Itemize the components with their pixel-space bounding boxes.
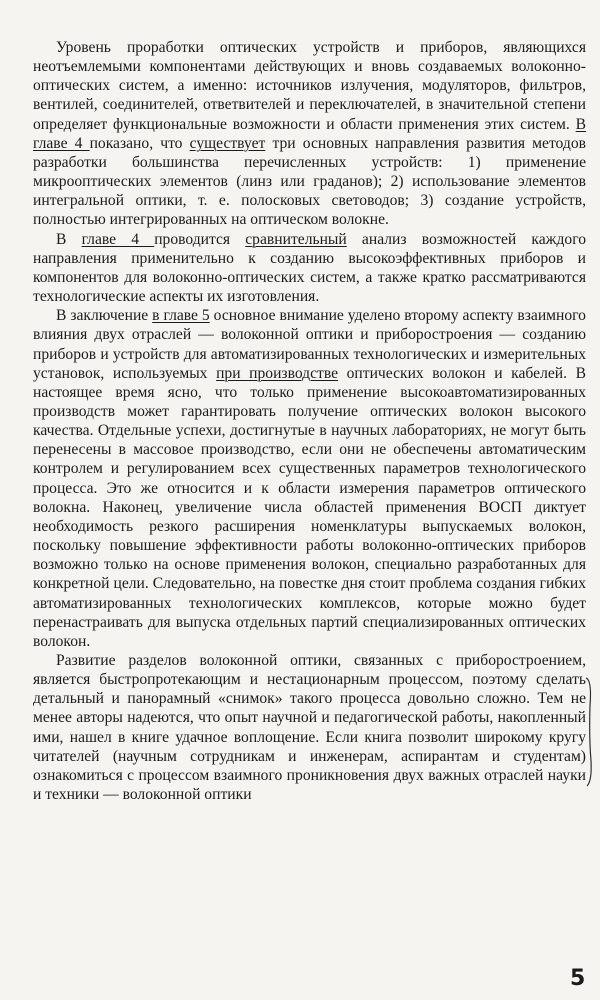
underlined-word: сравнительный — [245, 230, 347, 248]
text-segment: оптических волокон и кабелей. В настоящее время ясно, что только применение высокоавтоматизированных производств может гарантировать получение оптических волокон высокого качества. Отдельные успехи, достигнутые в научных лабораториях, не могут быть перенесены в массовое производство, если они не обеспечены автоматическим контролем и регулированием всех существенных параметров технологического процесса. Это же относится и к области измерения параметров оптического волокна. Наконец, увеличение числа областей применения ВОСП диктует необходимость резкого расширения номенклатуры выпускаемых волокон, поскольку повышение эффективности работы волоконно-оптических приборов возможно только на основе применения волокон, специально разработанных для конкретной цели. Следовательно, на повестке дня стоит проблема создания гибких автоматизированных технологических комплексов, которые можно будет перенастраивать для выпуска отдельных партий специализированных оптических волокон. — [33, 364, 586, 650]
margin-pencil-mark — [584, 676, 594, 788]
underlined-reference: В главе 4 — [33, 115, 586, 152]
body-text — [33, 38, 586, 804]
text-segment: В заключение — [56, 307, 153, 325]
text-segment: основное внимание уделено второму аспекту взаимного влияния двух отраслей — волоконной оптики и приборостроения — созданию приборов и устройств для автоматизированных технологических и измерительных установок, используемых — [33, 307, 586, 382]
underlined-reference: главе 4 — [81, 230, 155, 248]
text-segment: Развитие разделов волоконной оптики, связанных с приборостроением, является быстропротекающим и нестационарным процессом, поэтому сделать детальный и панорамный «снимок» такого процесса довольно сложно. Тем не менее авторы надеются, что опыт научной и педагогической работы, накопленный ими, нашел в книге удачное воплощение. Если книга позволит широкому кругу читателей (научным сотрудникам и инженерам, аспирантам и студентам) ознакомиться с процессом взаимного проникновения двух важных отраслей науки и техники — волоконной оптики — [33, 652, 586, 804]
underlined-word: при производстве — [216, 364, 339, 382]
text-segment: проводится — [154, 230, 246, 248]
text-segment: показано, что — [89, 134, 190, 152]
paragraph-1 — [33, 38, 586, 230]
underlined-word: существует — [189, 134, 266, 152]
underlined-reference: в главе 5 — [152, 307, 210, 325]
text-segment: Уровень проработки оптических устройств и приборов, являющихся неотъемлемыми компонентами действующих и вновь создаваемых волоконно-оптических систем, а именно: источников излучения, модуляторов, фильтров, вентилей, соединителей, ответвителей и переключателей, в значительной степени определяет функциональные возможности и области применения этих систем. — [33, 39, 586, 133]
page-number: 5 — [570, 966, 586, 991]
paragraph-4 — [33, 651, 586, 804]
paragraph-3 — [33, 306, 586, 651]
text-segment: анализ возможностей каждого направления применительно к созданию высокоэффективных приборов и компонентов для волоконно-оптических систем, а также кратко рассматриваются технологические аспекты их изготовления. — [33, 230, 586, 306]
paragraph-2 — [33, 230, 586, 307]
text-segment: три основных направления развития методов разработки большинства перечисленных устройств: 1) применение микрооптических элементов (линз или граданов); 2) использование элементов интегральной оптики, т. е. полосковых световодов; 3) создание устройств, полностью интегрированных на оптическом волокне. — [33, 134, 586, 229]
text-segment: В — [56, 230, 82, 248]
